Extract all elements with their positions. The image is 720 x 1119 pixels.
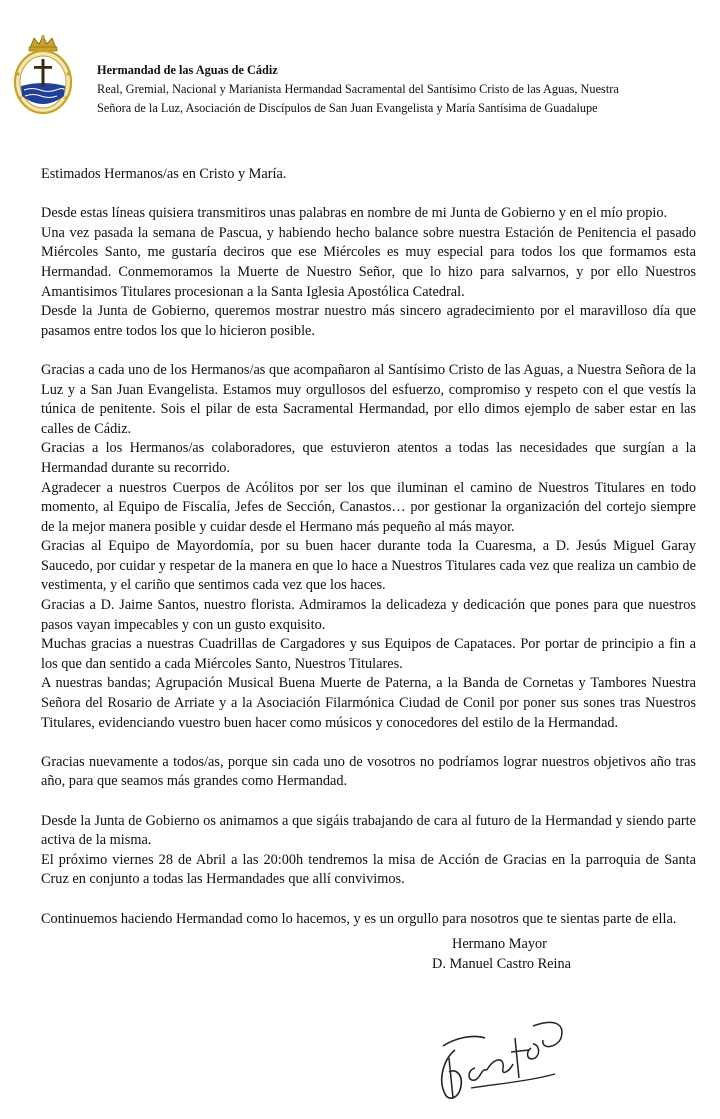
paragraph-thanks-board: Desde la Junta de Gobierno, queremos mostrar nuestro más sincero agradecimiento por el maravilloso día que pasamos entre todos los que lo hicieron posible. <box>41 303 696 339</box>
brotherhood-full-title-line2: Señora de la Luz, Asociación de Discípulos de San Juan Evangelista y María Santísima de Guadalupe <box>97 101 598 115</box>
paragraph-encouragement: Desde la Junta de Gobierno os animamos a que sigáis trabajando de cara al futuro de la Hermandad y siendo parte activa de la misma. <box>41 812 696 849</box>
letterhead <box>0 0 720 130</box>
handwritten-signature <box>415 998 585 1108</box>
paragraph-thanks-bearers: Muchas gracias a nuestras Cuadrillas de Cargadores y sus Equipos de Capataces. Por portar de principio a fin a los que dan sentido a cada Miércoles Santo, Nuestros Titulares. <box>41 636 696 672</box>
paragraph-thanks-bands: A nuestras bandas; Agrupación Musical Buena Muerte de Paterna, a la Banda de Cornetas y Tambores Nuestra Señora del Rosario de Arriate y a la Asociación Filarmónica Ciudad de Conil por poner sus sones tras Nuestros Titulares, evidenciando vuestro buen hacer como músicos y conocedores del estilo de la Hermandad. <box>41 675 696 731</box>
brotherhood-name: Hermandad de las Aguas de Cádiz <box>97 63 278 77</box>
signature-block <box>432 934 571 974</box>
letter-body <box>41 165 696 929</box>
greeting: Estimados Hermanos/as en Cristo y María. <box>41 166 287 182</box>
paragraph-thanks-acolytes: Agradecer a nuestros Cuerpos de Acólitos por ser los que iluminan el camino de Nuestros Titulares en todo momento, al Equipo de Fiscalía, Jefes de Sección, Canastos… por gestionar la organización del cortejo siempre de la mejor manera posible y cuidar desde el Hermano más pequeño al más mayor. <box>41 479 696 535</box>
paragraph-thanks-brothers: Gracias a cada uno de los Hermanos/as que acompañaron al Santísimo Cristo de las Aguas, a Nuestra Señora de la Luz y a San Juan Evangelista. Estamos muy orgullosos del esfuerzo, compromiso y respeto con el que vestís la túnica de penitente. Sois el pilar de esta Sacramental Hermandad, por ello dimos ejemplo de saber estar en las calles de Cádiz. <box>41 361 696 437</box>
letterhead-text <box>97 61 697 118</box>
paragraph-thanks-all: Gracias nuevamente a todos/as, porque sin cada uno de vosotros no podríamos lograr nuestros objetivos año tras año, para que seamos más grandes como Hermandad. <box>41 753 696 790</box>
paragraph-balance: Una vez pasada la semana de Pascua, y habiendo hecho balance sobre nuestra Estación de Penitencia el pasado Miércoles Santo, me gustaría deciros que ese Miércoles es muy especial para todos los que formamos esta Hermandad. Conmemoramos la Muerte de Nuestro Señor, que lo hizo para salvarnos, y por ello Nuestros Amantisimos Titulares procesionan a la Santa Iglesia Apostólica Catedral. <box>41 224 696 300</box>
paragraph-mass-announcement: El próximo viernes 28 de Abril a las 20:00h tendremos la misa de Acción de Gracias en la parroquia de Santa Cruz en conjunto a todas las Hermandades que allí convivimos. <box>41 851 696 888</box>
paragraph-thanks-florist: Gracias a D. Jaime Santos, nuestro florista. Admiramos la delicadeza y dedicación que pones para que nuestros pasos vayan impecables y con un gusto exquisito. <box>41 597 696 633</box>
brotherhood-full-title-line1: Real, Gremial, Nacional y Marianista Hermandad Sacramental del Santísimo Cristo de las Aguas, Nuestra <box>97 82 619 96</box>
crest-icon <box>12 34 74 116</box>
paragraph-closing: Continuemos haciendo Hermandad como lo hacemos, y es un orgullo para nosotros que te sientas parte de ella. <box>41 910 677 927</box>
paragraph-thanks-collaborators: Gracias a los Hermanos/as colaboradores, que estuvieron atentos a todas las necesidades que surgían a la Hermandad durante su recorrido. <box>41 440 696 476</box>
signer-role: Hermano Mayor <box>452 936 547 952</box>
signer-name: D. Manuel Castro Reina <box>432 956 571 972</box>
paragraph-intro: Desde estas líneas quisiera transmitiros unas palabras en nombre de mi Junta de Gobierno y en el mío propio. <box>41 205 668 222</box>
paragraph-thanks-stewardship: Gracias al Equipo de Mayordomía, por su buen hacer durante toda la Cuaresma, a D. Jesús Miguel Garay Saucedo, por cuidar y respetar de la manera en que lo hace a Nuestros Titulares cada vez que realiza un cambio de vestimenta, y el cariño que sentimos cada vez que los haces. <box>41 538 696 594</box>
